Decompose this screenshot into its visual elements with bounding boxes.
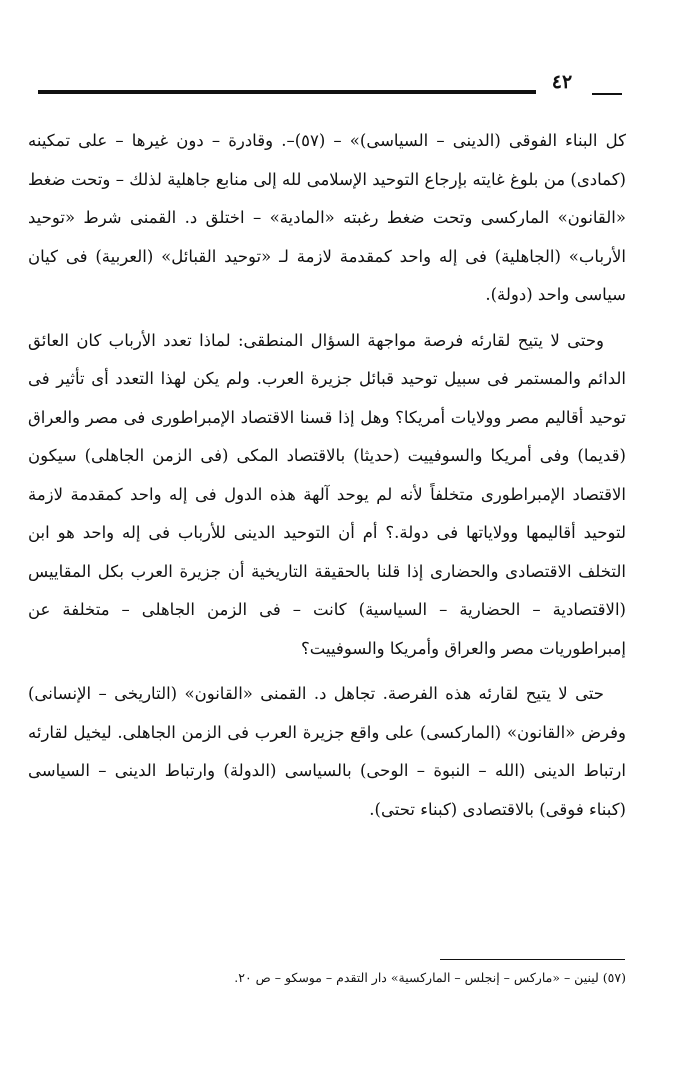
page-number: ٤٢ bbox=[551, 71, 573, 93]
footnote-rule bbox=[440, 959, 625, 960]
body-text bbox=[28, 122, 626, 829]
page-number-rule bbox=[592, 93, 622, 95]
paragraph-2: وحتى لا يتيح لقارئه فرصة مواجهة السؤال المنطقى: لماذا تعدد الأرباب كان العائق الدائم والمستمر فى سبيل توحيد قبائل جزيرة العرب. ولم يكن لهذا التعدد أى تأثير فى توحيد أقاليم مصر وولايات أمريكا؟ وهل إذا قسنا الاقتصاد الإمبراطورى فى مصر والعراق (قديما) وفى أمريكا والسوفييت (حديثا) بالاقتصاد المكى (فى الزمن الجاهلى) سيكون الاقتصاد الإمبراطورى متخلفاً لأنه لم يوحد آلهة هذه الدول فى إله واحد كمقدمة لازمة لتوحيد أقاليمها وولاياتها فى دولة.؟ أم أن التوحيد الدينى للأرباب فى إله واحد هو ابن التخلف الاقتصادى والحضارى إذا قلنا بالحقيقة التاريخية أن جزيرة العرب بكل المقاييس (الاقتصادية – الحضارية – السياسية) كانت – فى الزمن الجاهلى – متخلفة عن إمبراطوريات مصر والعراق وأمريكا والسوفييت؟ bbox=[28, 330, 626, 658]
footnote: (٥٧) لينين – «ماركس – إنجلس – الماركسية» دار التقدم – موسكو – ص ٢٠. bbox=[234, 970, 626, 985]
header-rule bbox=[38, 90, 536, 94]
paragraph-1: كل البناء الفوقى (الدينى – السياسى)» – (٥٧)–. وقادرة – دون غيرها – على تمكينه (كمادى) من بلوغ غايته بإرجاع التوحيد الإسلامى لله إلى منابع جاهلية لذلك – وتحت ضغط «القانون» الماركسى وتحت ضغط رغبته «المادية» – اختلق د. القمنى شرط «توحيد الأرباب» (الجاهلية) فى إله واحد كمقدمة لازمة لـ «توحيد القبائل» (العربية) فى كيان سياسى واحد (دولة). bbox=[28, 131, 626, 304]
paragraph-3: حتى لا يتيح لقارئه هذه الفرصة. تجاهل د. القمنى «القانون» (التاريخى – الإنسانى) وفرض «القانون» (الماركسى) على واقع جزيرة العرب فى الزمن الجاهلى. ليخيل لقارئه ارتباط الدينى (الله – النبوة – الوحى) بالسياسى (الدولة) وارتباط الدينى – السياسى (كبناء فوقى) بالاقتصادى (كبناء تحتى). bbox=[28, 684, 626, 819]
